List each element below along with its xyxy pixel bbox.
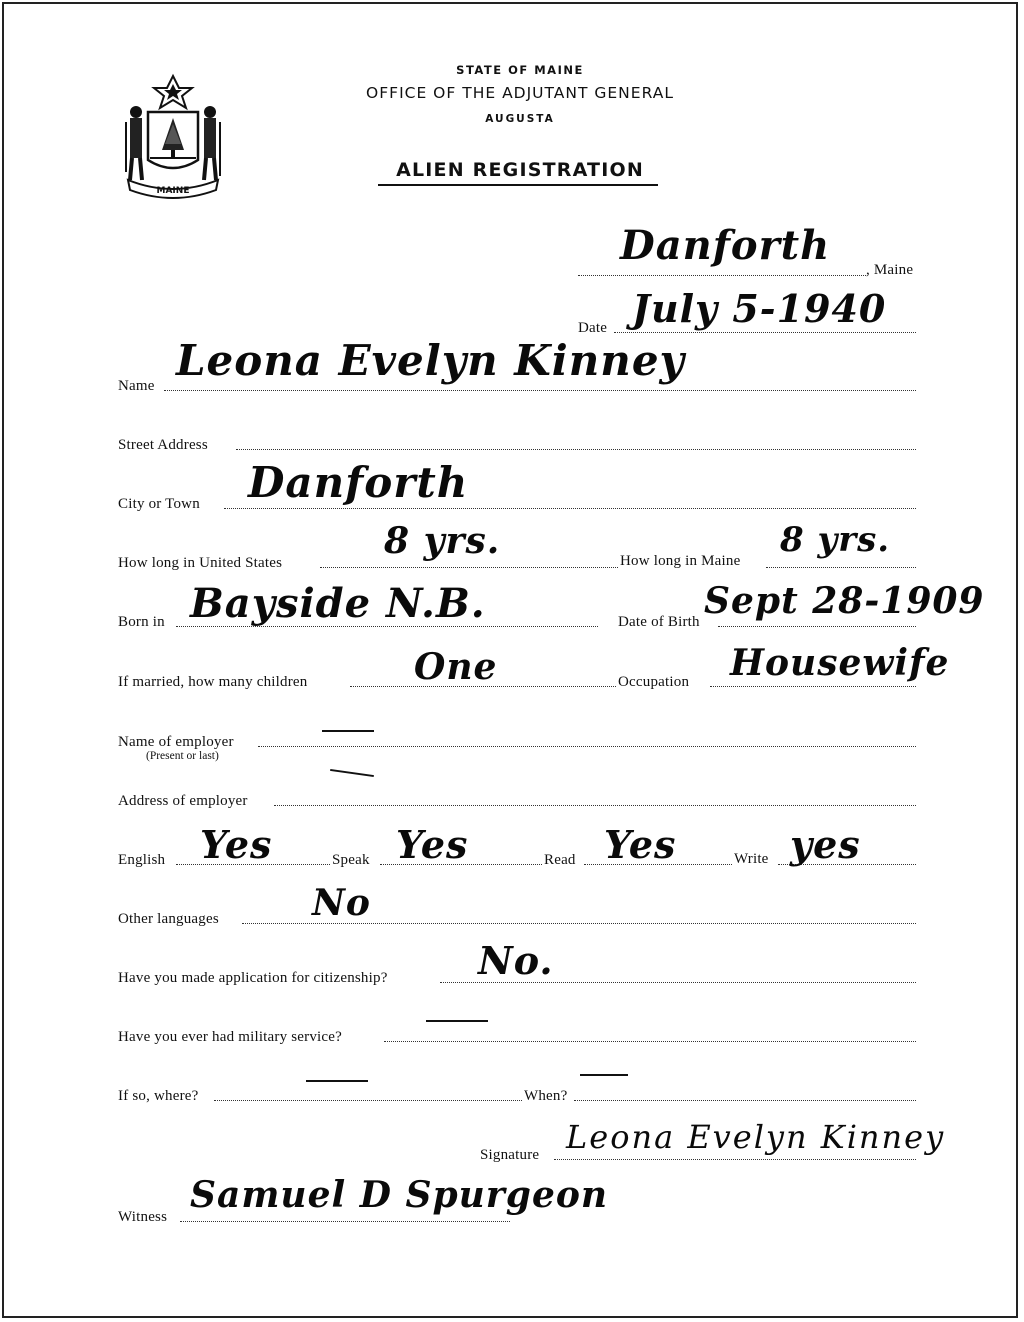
other-languages-label: Other languages [118, 911, 219, 927]
years-maine-label: How long in Maine [620, 553, 741, 569]
years-maine-dotted-line [766, 567, 916, 568]
citizenship-label: Have you made application for citizenship? [118, 970, 388, 986]
signature-label: Signature [480, 1147, 540, 1163]
military-dash-entry [426, 1020, 488, 1022]
witness-dotted-line [180, 1221, 510, 1222]
employer-label: Name of employer [118, 734, 234, 750]
employer-address-label: Address of employer [118, 793, 248, 809]
children-entry: One [414, 646, 498, 688]
street-dotted-line [236, 449, 916, 450]
witness-label: Witness [118, 1209, 168, 1225]
street-label: Street Address [118, 437, 208, 453]
other-languages-entry: No [312, 882, 371, 924]
military-label: Have you ever had military service? [118, 1029, 342, 1045]
employer-dotted-line [258, 746, 916, 747]
where-label: If so, where? [118, 1088, 199, 1104]
city-label: City or Town [118, 496, 200, 512]
employer-address-dotted-line [274, 805, 916, 806]
name-dotted-line [164, 390, 916, 391]
occupation-entry: Housewife [730, 642, 950, 684]
place-suffix: , Maine [866, 262, 914, 278]
occupation-dotted-line [710, 686, 916, 687]
state-seal-icon [118, 72, 228, 202]
employer-dash-entry [322, 730, 374, 732]
military-dotted-line [384, 1041, 916, 1042]
read-entry: Yes [604, 822, 677, 867]
office-heading: OFFICE OF THE ADJUTANT GENERAL [366, 84, 674, 102]
city-dotted-line [224, 508, 916, 509]
read-label: Read [544, 852, 576, 868]
children-label: If married, how many children [118, 674, 308, 690]
years-us-label: How long in United States [118, 555, 283, 571]
when-label: When? [524, 1088, 568, 1104]
form-title: ALIEN REGISTRATION [396, 159, 644, 181]
born-in-entry: Bayside N.B. [190, 580, 486, 627]
when-dash-entry [580, 1074, 628, 1076]
speak-label: Speak [332, 852, 370, 868]
signature-dotted-line [554, 1159, 916, 1160]
where-dash-entry [306, 1080, 368, 1082]
speak-entry: Yes [396, 822, 469, 867]
dob-dotted-line [718, 626, 916, 627]
witness-entry: Samuel D Spurgeon [190, 1174, 609, 1216]
born-in-label: Born in [118, 614, 165, 630]
write-entry: yes [790, 822, 861, 867]
place-entry: Danforth [620, 222, 831, 269]
english-entry: Yes [200, 822, 273, 867]
when-dotted-line [574, 1100, 916, 1101]
title-underline [378, 184, 658, 186]
dob-entry: Sept 28-1909 [704, 580, 985, 622]
name-label: Name [118, 378, 155, 394]
signature-entry: Leona Evelyn Kinney [566, 1118, 946, 1156]
english-label: English [118, 852, 166, 868]
occupation-label: Occupation [618, 674, 690, 690]
svg-text:MAINE: MAINE [156, 186, 190, 196]
dob-label: Date of Birth [618, 614, 700, 630]
date-entry: July 5-1940 [632, 286, 887, 331]
citizenship-entry: No. [478, 938, 554, 983]
date-label: Date [578, 320, 608, 336]
name-entry: Leona Evelyn Kinney [176, 336, 685, 385]
years-us-dotted-line [320, 567, 618, 568]
place-dotted-line [578, 275, 866, 276]
write-label: Write [734, 851, 769, 867]
years-us-entry: 8 yrs. [384, 520, 501, 562]
where-dotted-line [214, 1100, 522, 1101]
city-heading: AUGUSTA [485, 113, 555, 125]
date-dotted-line [614, 332, 916, 333]
years-maine-entry: 8 yrs. [780, 520, 891, 560]
state-heading: STATE OF MAINE [456, 63, 584, 77]
employer-sublabel: (Present or last) [146, 750, 219, 762]
city-entry: Danforth [248, 458, 469, 507]
